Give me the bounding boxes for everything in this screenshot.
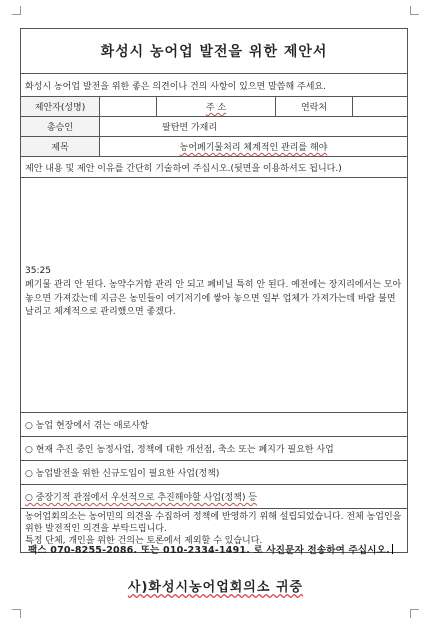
instructions-row <box>20 157 408 178</box>
proposer-row <box>20 97 408 117</box>
intro-row <box>20 74 408 97</box>
proposal-body-text[interactable]: 폐기물 관리 안 된다. 농약수거함 관리 안 되고 폐비닐 특히 안 된다. 예전에는 장지리에서는 모아놓으면 가져갔는데 지금은 농민들이 여기저기에 쌓아 놓으면 일부 업체가 가져가는데 바람 불면 날리고 체계적으로 관리했으면 좋겠다. <box>25 280 402 317</box>
subject-value-cell[interactable] <box>100 137 407 156</box>
page-corner-mark <box>410 609 419 618</box>
signature <box>0 576 431 595</box>
contact-text: 팩스 070-8255-2086. 또는 010-2334-1491. 로 사진문자 전송하여 주십시오. <box>28 545 390 556</box>
org-label-cell <box>21 117 100 136</box>
org-row <box>20 117 408 137</box>
name-label-cell <box>21 97 100 116</box>
org-value-cell[interactable] <box>100 117 407 136</box>
org-value[interactable]: 팔탄면 가재리 <box>162 123 218 133</box>
page-corner-mark <box>410 6 419 15</box>
contact-label: 연락처 <box>300 103 328 113</box>
subject-label: 제목 <box>51 143 69 153</box>
guide-item: ○ 현재 추진 중인 농정사업, 정책에 대한 개선점, 축소 또는 폐지가 필요한 사업 <box>20 437 408 461</box>
proposal-form <box>20 28 408 553</box>
contact-line <box>28 542 393 556</box>
name-label: 제안자(성명) <box>34 103 86 113</box>
text-cursor <box>392 544 393 554</box>
page-corner-mark <box>12 609 21 618</box>
title-box <box>20 28 408 74</box>
address-label-cell <box>157 97 276 116</box>
proposal-body[interactable] <box>20 178 408 413</box>
page-title: 화성시 농어업 발전을 위한 제안서 <box>100 44 328 60</box>
name-value-cell[interactable] <box>100 97 157 116</box>
guide-item: ○ 중장기적 관점에서 우선적으로 추진해야할 사업(정책) 등 <box>20 485 408 509</box>
subject-row <box>20 137 408 157</box>
closing-line: 특정 단체, 개인을 위한 건의는 토론에서 제외할 수 있습니다. <box>25 536 263 546</box>
guide-item: ○ 농업 현장에서 겪는 애로사항 <box>20 413 408 437</box>
subject-value[interactable]: 농어폐기물처리 체계적인 관리를 해야 <box>179 143 328 153</box>
page-corner-mark <box>12 6 21 15</box>
subject-label-cell <box>21 137 100 156</box>
timestamp: 35:25 <box>25 266 51 276</box>
contact-value-cell[interactable] <box>353 97 407 116</box>
closing-line: 농어업회의소는 농어민의 의견을 수집하여 정책에 반영하기 위해 설립되었습니다. 전체 농업인을 위한 발전적인 의견을 부탁드립니다. <box>25 512 402 534</box>
instructions-text: 제안 내용 및 제안 이유를 간단히 기술하여 주십시오.(뒷면을 이용하셔도 됩니다.) <box>25 163 342 174</box>
address-label: 주 소 <box>205 103 227 113</box>
signature-text: 사)화성시농어업회의소 귀중 <box>127 580 304 595</box>
org-label: 총승인 <box>46 123 74 133</box>
intro-text: 화성시 농어업 발전을 위한 좋은 의견이나 건의 사항이 있으면 말씀해 주세요. <box>25 81 326 92</box>
contact-label-cell <box>276 97 353 116</box>
guide-item: ○ 농업발전을 위한 신규도입이 필요한 사업(정책) <box>20 461 408 485</box>
